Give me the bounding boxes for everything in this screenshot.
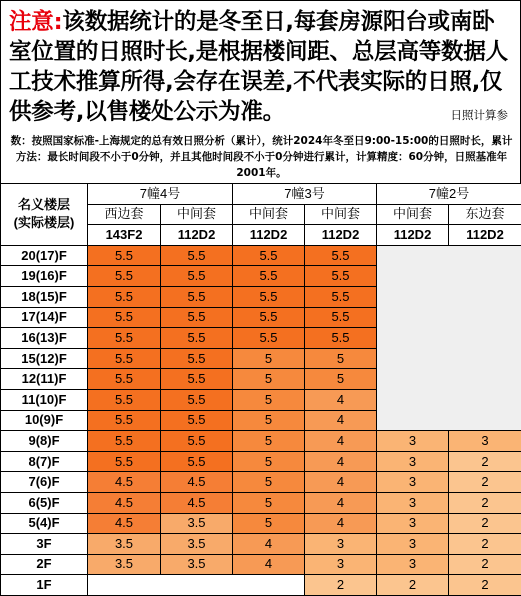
sunlight-cell: 5.5 (88, 245, 161, 266)
floor-label: 18(15)F (1, 286, 88, 307)
floor-label: 19(16)F (1, 266, 88, 287)
table-row (1, 554, 521, 575)
unit-header: 中间套 (305, 204, 377, 225)
sunlight-cell: 5.5 (161, 431, 233, 452)
sunlight-cell: 4.5 (161, 492, 233, 513)
sunlight-cell: 5.5 (88, 451, 161, 472)
sunlight-cell: 4.5 (88, 492, 161, 513)
floor-label: 17(14)F (1, 307, 88, 328)
unit-header: 东边套 (449, 204, 521, 225)
sunlight-cell: 5.5 (233, 286, 305, 307)
notice-box (0, 0, 521, 183)
sunlight-cell: 3 (377, 534, 449, 555)
sunlight-cell: 5.5 (88, 307, 161, 328)
floor-label: 9(8)F (1, 431, 88, 452)
sunlight-cell: 5 (233, 348, 305, 369)
building-header: 7幢3号 (233, 184, 377, 205)
sunlight-cell: 3 (305, 554, 377, 575)
sunlight-cell: 5.5 (233, 328, 305, 349)
sunlight-cell: 5.5 (88, 266, 161, 287)
sunlight-cell: 3 (449, 431, 521, 452)
table-row (1, 431, 521, 452)
floor-label: 8(7)F (1, 451, 88, 472)
sunlight-cell: 5.5 (305, 245, 377, 266)
sunlight-cell: 2 (449, 513, 521, 534)
sunlight-cell: 4 (305, 451, 377, 472)
floor-label: 3F (1, 534, 88, 555)
sunlight-cell: 5.5 (161, 348, 233, 369)
sunlight-cell: 5 (233, 472, 305, 493)
sunlight-cell: 2 (449, 492, 521, 513)
sunlight-cell: 3 (377, 492, 449, 513)
sunlight-cell: 5 (233, 410, 305, 431)
corner-label: 名义楼层 (实际楼层) (1, 184, 88, 246)
sunlight-cell: 5 (233, 451, 305, 472)
sunlight-cell: 3 (305, 534, 377, 555)
sunlight-cell: 3.5 (161, 554, 233, 575)
floor-label: 20(17)F (1, 245, 88, 266)
unit-header: 中间套 (161, 204, 233, 225)
notice-text (9, 7, 514, 127)
model-header: 112D2 (305, 225, 377, 246)
sunlight-cell: 2 (377, 575, 449, 596)
sunlight-cell: 5.5 (233, 307, 305, 328)
table-row (1, 472, 521, 493)
sunlight-cell: 5.5 (233, 266, 305, 287)
sunlight-cell: 5 (233, 513, 305, 534)
floor-label: 16(13)F (1, 328, 88, 349)
floor-label: 2F (1, 554, 88, 575)
table-row (1, 534, 521, 555)
sunlight-cell: 3.5 (161, 534, 233, 555)
model-header: 112D2 (449, 225, 521, 246)
sunlight-cell: 5.5 (88, 410, 161, 431)
sunlight-cell: 5.5 (305, 286, 377, 307)
sunlight-cell: 4 (305, 513, 377, 534)
sunlight-cell: 5.5 (233, 245, 305, 266)
notice-body: 该数据统计的是冬至日,每套房源阳台或南卧室位置的日照时长,是根据楼间距、总层高等数据人工技术推算所得,会存在误差,不代表实际的日照,仅供参考,以售楼处公示为准。 (9, 9, 508, 125)
sunlight-cell: 3.5 (88, 534, 161, 555)
empty-area (377, 245, 521, 430)
sunlight-cell: 5.5 (305, 307, 377, 328)
sunlight-cell: 5.5 (161, 369, 233, 390)
sunlight-cell: 5 (233, 492, 305, 513)
building-header: 7幢4号 (88, 184, 233, 205)
sunlight-cell: 4 (305, 410, 377, 431)
sunlight-cell: 4.5 (88, 472, 161, 493)
sunlight-cell: 3 (377, 554, 449, 575)
model-header: 143F2 (88, 225, 161, 246)
sunlight-cell: 5 (233, 369, 305, 390)
sunlight-cell: 5 (305, 369, 377, 390)
sunlight-cell: 2 (449, 472, 521, 493)
sunlight-cell: 2 (305, 575, 377, 596)
sunlight-cell: 5.5 (88, 328, 161, 349)
sunlight-cell: 5.5 (161, 328, 233, 349)
floor-label: 7(6)F (1, 472, 88, 493)
floor-label: 12(11)F (1, 369, 88, 390)
sunlight-cell: 4 (233, 534, 305, 555)
model-header: 112D2 (233, 225, 305, 246)
floor-label: 6(5)F (1, 492, 88, 513)
floor-label: 15(12)F (1, 348, 88, 369)
sunlight-cell: 4 (305, 389, 377, 410)
sunlight-cell: 5.5 (161, 307, 233, 328)
sunlight-cell: 4 (305, 492, 377, 513)
sunlight-cell: 5 (233, 431, 305, 452)
sunlight-cell: 5.5 (305, 328, 377, 349)
unit-header: 中间套 (377, 204, 449, 225)
model-header: 112D2 (377, 225, 449, 246)
sunlight-cell: 5.5 (88, 389, 161, 410)
sunlight-cell: 5.5 (88, 286, 161, 307)
sunlight-cell: 2 (449, 575, 521, 596)
sunlight-cell: 4 (233, 554, 305, 575)
sunlight-cell: 3 (377, 431, 449, 452)
floor-label: 1F (1, 575, 88, 596)
sunlight-cell: 5.5 (305, 266, 377, 287)
sunlight-cell: 4.5 (161, 472, 233, 493)
brand-label: 日照计算参 (451, 107, 509, 123)
sunlight-cell: 3.5 (88, 554, 161, 575)
sunlight-cell: 4.5 (88, 513, 161, 534)
table-row (1, 513, 521, 534)
floor-label: 11(10)F (1, 389, 88, 410)
sunlight-cell: 2 (449, 451, 521, 472)
sunlight-cell: 5.5 (88, 348, 161, 369)
sunlight-cell: 4 (305, 472, 377, 493)
sunlight-cell: 5.5 (88, 369, 161, 390)
unit-header: 中间套 (233, 204, 305, 225)
sunlight-cell: 2 (449, 534, 521, 555)
table-row (1, 492, 521, 513)
sunlight-cell: 5.5 (88, 431, 161, 452)
table-row (1, 245, 521, 266)
table-row (1, 451, 521, 472)
sunlight-table (0, 183, 521, 596)
table-row (1, 575, 521, 596)
sunlight-cell: 3 (377, 472, 449, 493)
building-header: 7幢2号 (377, 184, 521, 205)
sunlight-cell: 5.5 (161, 389, 233, 410)
sunlight-cell: 3 (377, 513, 449, 534)
explain-text: 数：按照国家标准-上海规定的总有效日照分析（累计），统计2024年冬至日9:00-15:00的日照时长，累计方法：最长时间段不小于0分钟，并且其他时间段不小于0分钟进行累计，计算精度：60分钟，日照基准年2001年。 (9, 133, 514, 181)
sunlight-cell: 4 (305, 431, 377, 452)
sunlight-cell: 3 (377, 451, 449, 472)
model-header: 112D2 (161, 225, 233, 246)
sunlight-cell: 3.5 (161, 513, 233, 534)
empty-area (88, 575, 305, 596)
sunlight-cell: 5.5 (161, 245, 233, 266)
sunlight-cell: 5 (305, 348, 377, 369)
sunlight-cell: 5.5 (161, 451, 233, 472)
sunlight-cell: 5.5 (161, 286, 233, 307)
floor-label: 10(9)F (1, 410, 88, 431)
sunlight-cell: 5.5 (161, 266, 233, 287)
notice-prefix: 注意: (9, 9, 62, 35)
unit-header: 西边套 (88, 204, 161, 225)
floor-label: 5(4)F (1, 513, 88, 534)
sunlight-cell: 2 (449, 554, 521, 575)
sunlight-cell: 5 (233, 389, 305, 410)
sunlight-cell: 5.5 (161, 410, 233, 431)
